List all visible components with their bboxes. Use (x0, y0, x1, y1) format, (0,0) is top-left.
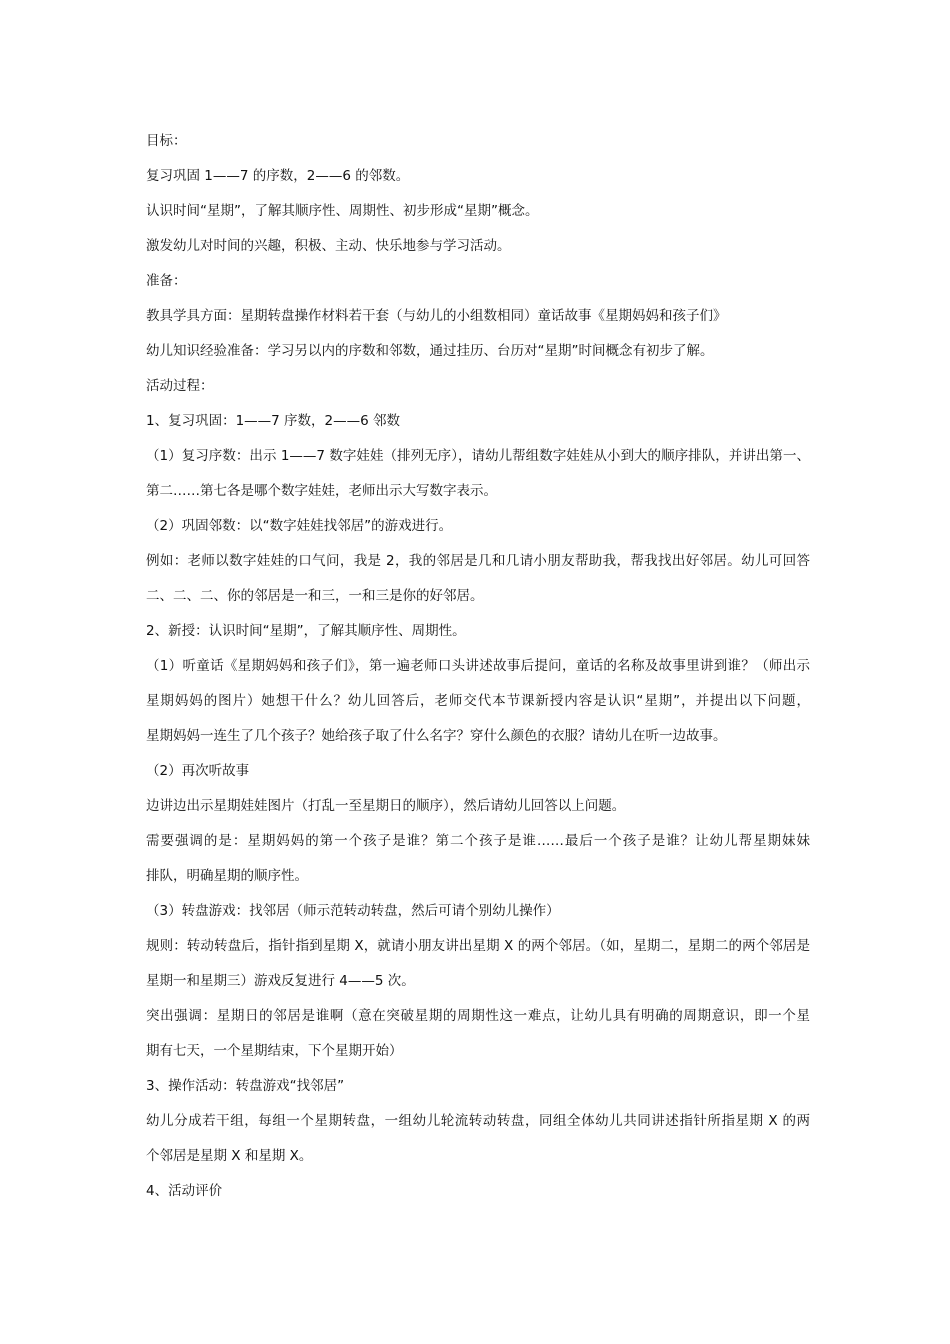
subsection-heading: （2）再次听故事 (146, 763, 250, 779)
paragraph-line: 第二……第七各是哪个数字娃娃，老师出示大写数字表示。 (146, 483, 497, 499)
paragraph-line: （1）听童话《星期妈妈和孩子们》，第一遍老师口头讲述故事后提问，童话的名称及故事里讲到谁？（师出示 (146, 658, 810, 674)
paragraph-line: 个邻居是星期 X 和星期 X。 (146, 1148, 313, 1164)
paragraph-line: 二、二、二、你的邻居是一和三，一和三是你的好邻居。 (146, 588, 484, 604)
section-heading: 1、复习巩固：1——7 序数，2——6 邻数 (146, 413, 401, 429)
paragraph-line: 期有七天，一个星期结束，下个星期开始） (146, 1043, 403, 1059)
subsection-heading: （2）巩固邻数：以“数字娃娃找邻居”的游戏进行。 (146, 518, 453, 534)
section-heading: 4、活动评价 (146, 1183, 223, 1199)
goal-line: 激发幼儿对时间的兴趣，积极、主动、快乐地参与学习活动。 (146, 238, 511, 254)
goal-line: 复习巩固 1——7 的序数，2——6 的邻数。 (146, 168, 410, 184)
paragraph-line: 排队，明确星期的顺序性。 (146, 868, 308, 884)
section-heading: 3、操作活动：转盘游戏“找邻居” (146, 1078, 345, 1094)
document-body (146, 124, 810, 1209)
paragraph-line: 星期妈妈的图片）她想干什么？幼儿回答后，老师交代本节课新授内容是认识“星期”，并提出以下问题， (146, 693, 810, 709)
paragraph-line: 星期妈妈一连生了几个孩子？她给孩子取了什么名字？穿什么颜色的衣服？请幼儿在听一边故事。 (146, 728, 727, 744)
process-heading: 活动过程： (146, 378, 214, 394)
preparation-line: 幼儿知识经验准备：学习另以内的序数和邻数，通过挂历、台历对“星期”时间概念有初步了解。 (146, 343, 714, 359)
section-heading: 2、新授：认识时间“星期”，了解其顺序性、周期性。 (146, 623, 466, 639)
paragraph-line: 幼儿分成若干组，每组一个星期转盘，一组幼儿轮流转动转盘，同组全体幼儿共同讲述指针所指星期 X 的两 (146, 1113, 810, 1129)
paragraph-line: 星期一和星期三）游戏反复进行 4——5 次。 (146, 973, 415, 989)
paragraph-line: 突出强调：星期日的邻居是谁啊（意在突破星期的周期性这一难点，让幼儿具有明确的周期意识，即一个星 (146, 1008, 810, 1024)
paragraph-line: 需要强调的是：星期妈妈的第一个孩子是谁？第二个孩子是谁……最后一个孩子是谁？让幼儿帮星期妹妹 (146, 833, 810, 849)
paragraph-line: 边讲边出示星期娃娃图片（打乱一至星期日的顺序），然后请幼儿回答以上问题。 (146, 798, 626, 814)
preparation-line: 教具学具方面：星期转盘操作材料若干套（与幼儿的小组数相同）童话故事《星期妈妈和孩子们》 (146, 308, 727, 324)
goal-heading: 目标： (146, 133, 187, 149)
paragraph-line: （1）复习序数：出示 1——7 数字娃娃（排列无序），请幼儿帮组数字娃娃从小到大的顺序排队，并讲出第一、 (146, 448, 810, 464)
paragraph-line: 规则：转动转盘后，指针指到星期 X，就请小朋友讲出星期 X 的两个邻居。（如，星期二，星期二的两个邻居是 (146, 938, 810, 954)
preparation-heading: 准备： (146, 273, 187, 289)
paragraph-line: 例如：老师以数字娃娃的口气问，我是 2，我的邻居是几和几请小朋友帮助我，帮我找出好邻居。幼儿可回答 (146, 553, 810, 569)
subsection-heading: （3）转盘游戏：找邻居（师示范转动转盘，然后可请个别幼儿操作） (146, 903, 560, 919)
goal-line: 认识时间“星期”，了解其顺序性、周期性、初步形成“星期”概念。 (146, 203, 539, 219)
